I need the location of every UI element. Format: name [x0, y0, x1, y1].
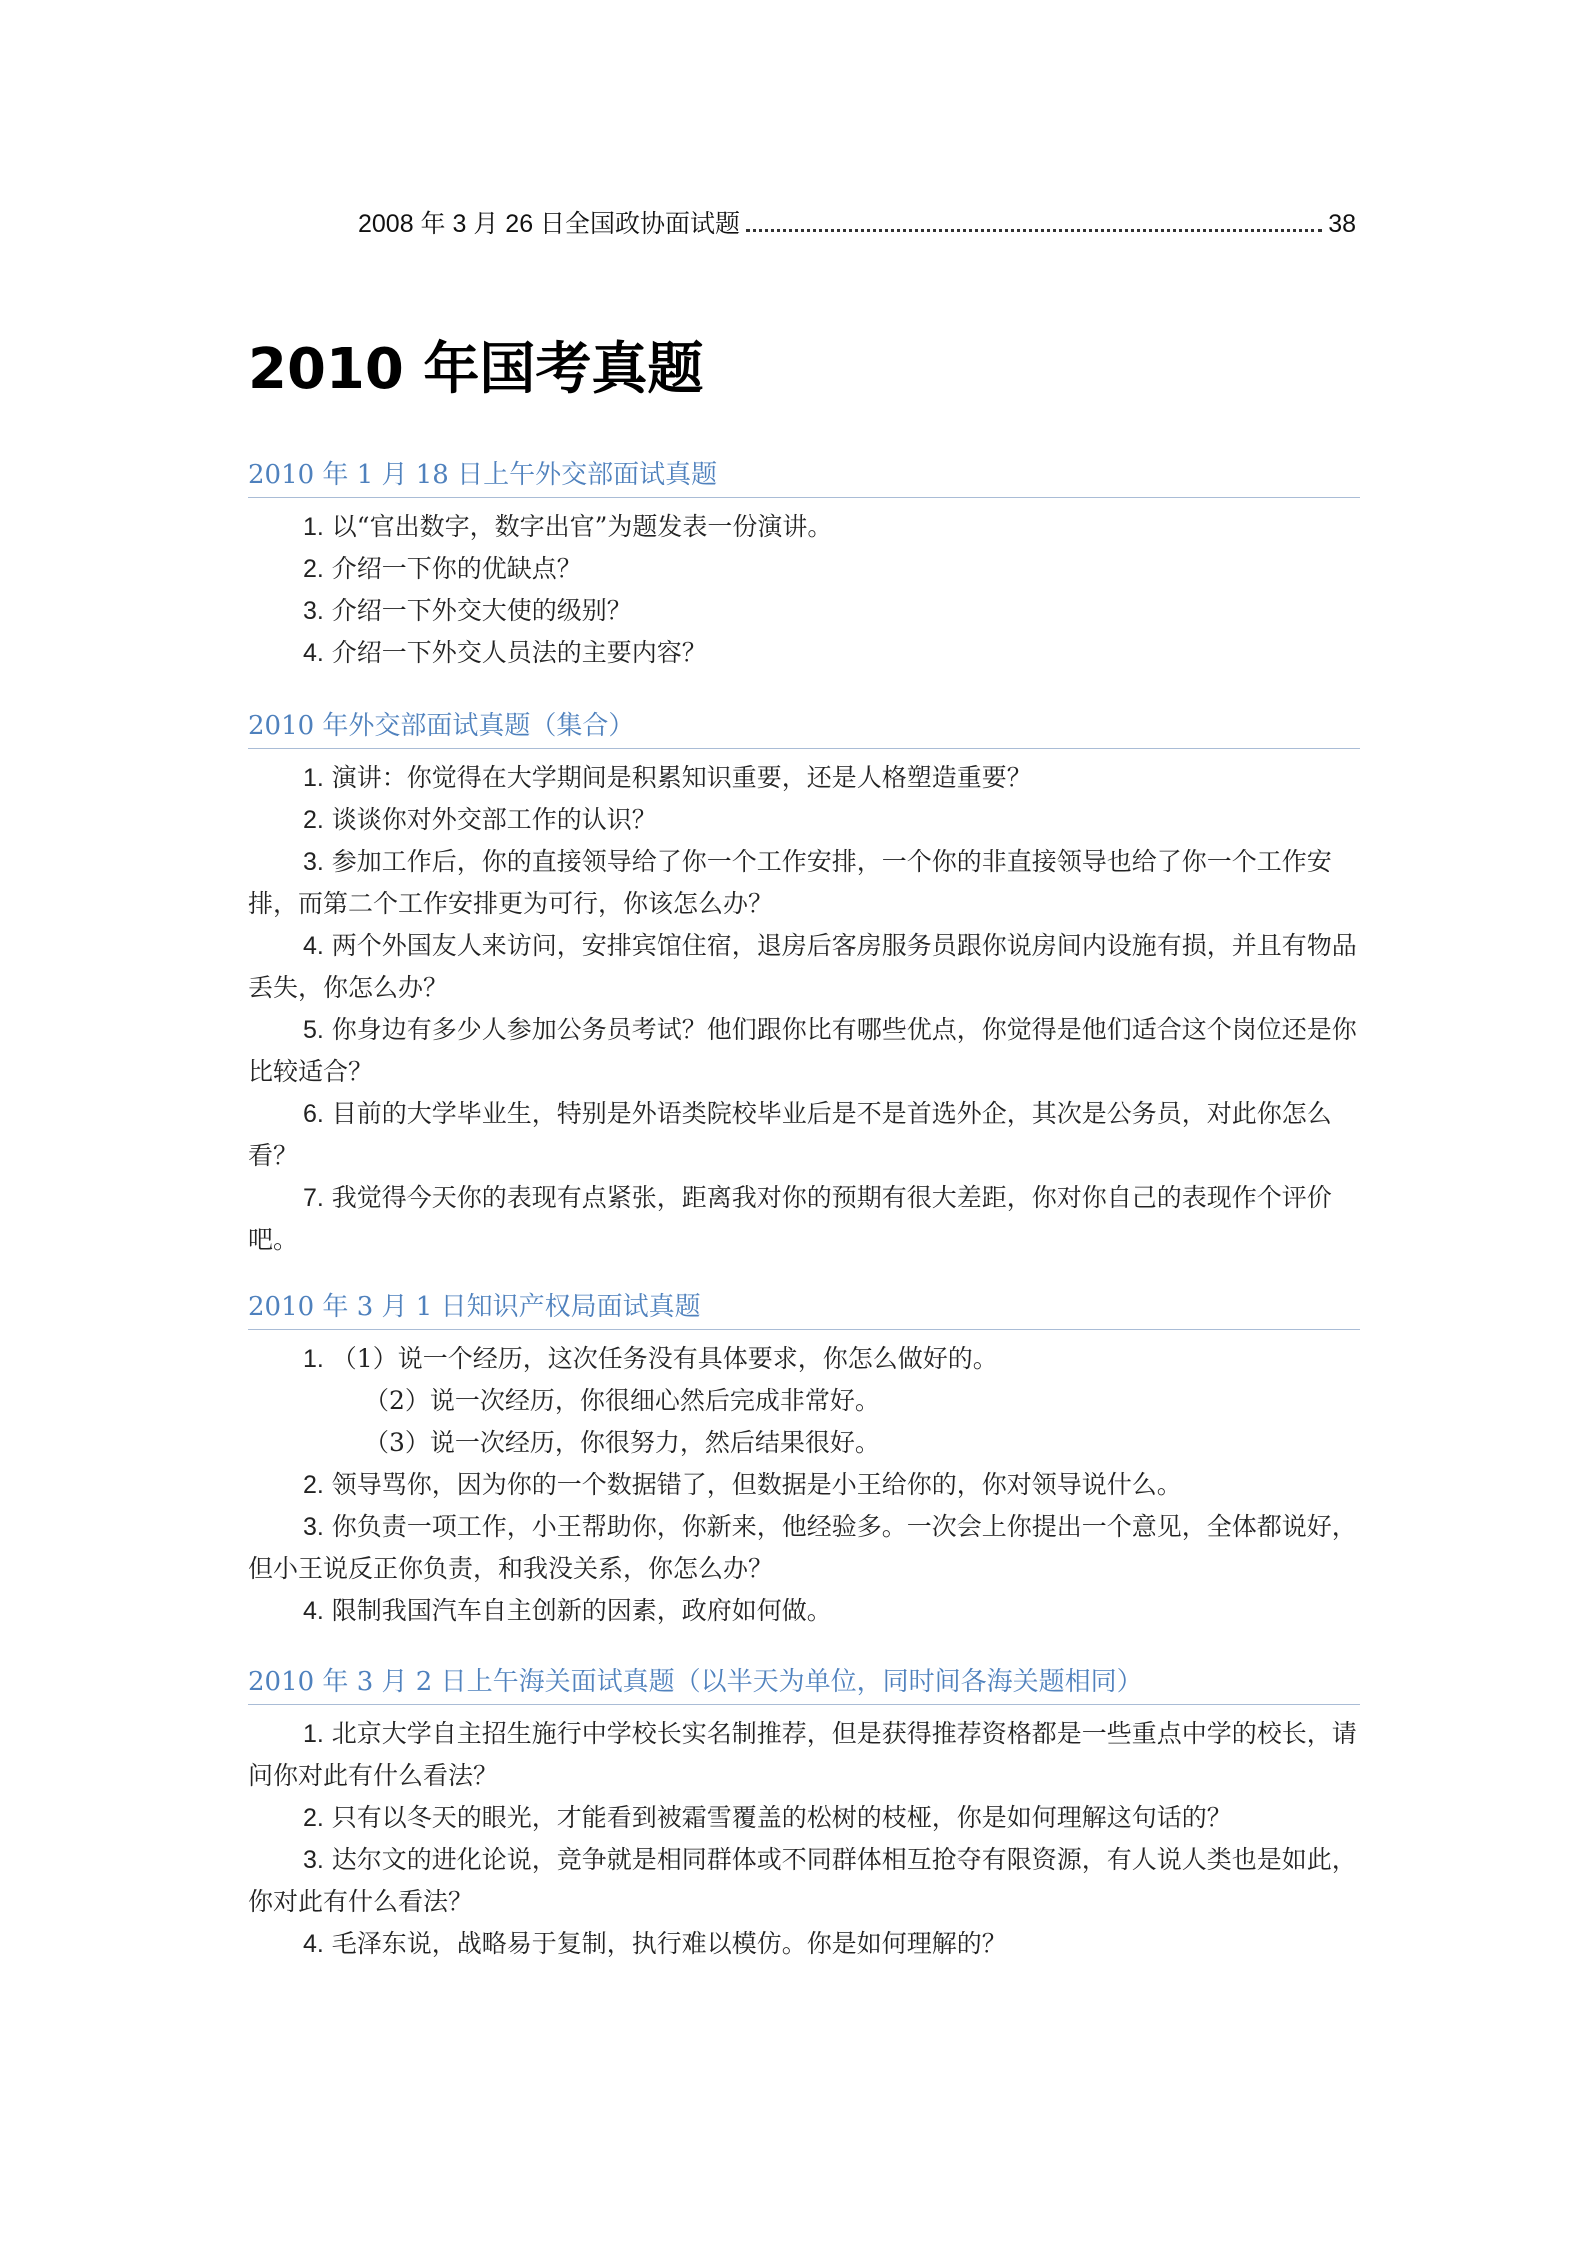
section-heading: 2010 年外交部面试真题（集合） [248, 706, 1360, 749]
section-3 [248, 1287, 1360, 1632]
question-item: 4. 限制我国汽车自主创新的因素，政府如何做。 [303, 1596, 832, 1625]
question-item: 1. 演讲：你觉得在大学期间是积累知识重要，还是人格塑造重要？ [303, 763, 1032, 792]
question-item: 1. 以“官出数字，数字出官”为题发表一份演讲。 [303, 512, 833, 541]
question-item: 7. 我觉得今天你的表现有点紧张，距离我对你的预期有很大差距，你对你自己的表现作个评价吧。 [248, 1183, 1332, 1254]
question-item: 3. 参加工作后，你的直接领导给了你一个工作安排，一个你的非直接领导也给了你一个工作安排，而第二个工作安排更为可行，你该怎么办？ [248, 847, 1332, 918]
question-list [248, 749, 1360, 1261]
question-item: 2. 只有以冬天的眼光，才能看到被霜雪覆盖的松树的枝桠，你是如何理解这句话的？ [303, 1803, 1232, 1832]
question-item: 2. 谈谈你对外交部工作的认识？ [303, 805, 657, 834]
toc-page-number: 38 [1328, 210, 1356, 238]
question-item: 1. （1）说一个经历，这次任务没有具体要求，你怎么做好的。 [303, 1344, 998, 1373]
question-item: 2. 领导骂你，因为你的一个数据错了，但数据是小王给你的，你对领导说什么。 [303, 1470, 1182, 1499]
question-list [248, 1705, 1360, 1965]
question-list [248, 498, 1360, 674]
question-item: 3. 达尔文的进化论说，竞争就是相同群体或不同群体相互抢夺有限资源，有人说人类也是如此，你对此有什么看法？ [248, 1845, 1357, 1916]
question-item: 3. 介绍一下外交大使的级别？ [303, 596, 632, 625]
toc-entry-text: 2008 年 3 月 26 日全国政协面试题 [358, 210, 741, 238]
section-2 [248, 706, 1360, 1261]
question-list [248, 1330, 1360, 1632]
question-item: 5. 你身边有多少人参加公务员考试？他们跟你比有哪些优点，你觉得是他们适合这个岗位还是你比较适合？ [248, 1015, 1357, 1086]
section-heading: 2010 年 3 月 2 日上午海关面试真题（以半天为单位，同时间各海关题相同） [248, 1662, 1360, 1705]
question-item: 2. 介绍一下你的优缺点？ [303, 554, 582, 583]
toc-entry[interactable] [358, 204, 1356, 240]
question-subitem: （3）说一次经历，你很努力，然后结果很好。 [364, 1428, 880, 1457]
section-heading: 2010 年 3 月 1 日知识产权局面试真题 [248, 1287, 1360, 1330]
section-4 [248, 1662, 1360, 1965]
question-subitem: （2）说一次经历，你很细心然后完成非常好。 [364, 1386, 880, 1415]
question-item: 4. 介绍一下外交人员法的主要内容？ [303, 638, 707, 667]
question-item: 6. 目前的大学毕业生，特别是外语类院校毕业后是不是首选外企，其次是公务员，对此你怎么看？ [248, 1099, 1332, 1170]
section-1 [248, 455, 1360, 674]
question-item: 1. 北京大学自主招生施行中学校长实名制推荐，但是获得推荐资格都是一些重点中学的校长，请问你对此有什么看法？ [248, 1719, 1357, 1790]
toc-leader-dots [746, 229, 1322, 232]
document-title: 2010 年国考真题 [248, 337, 704, 402]
question-item: 3. 你负责一项工作，小王帮助你，你新来，他经验多。一次会上你提出一个意见，全体都说好，但小王说反正你负责，和我没关系，你怎么办？ [248, 1512, 1357, 1583]
question-item: 4. 毛泽东说，战略易于复制，执行难以模仿。你是如何理解的？ [303, 1929, 1007, 1958]
section-heading: 2010 年 1 月 18 日上午外交部面试真题 [248, 455, 1360, 498]
question-item: 4. 两个外国友人来访问，安排宾馆住宿，退房后客房服务员跟你说房间内设施有损，并且有物品丢失，你怎么办？ [248, 931, 1357, 1002]
